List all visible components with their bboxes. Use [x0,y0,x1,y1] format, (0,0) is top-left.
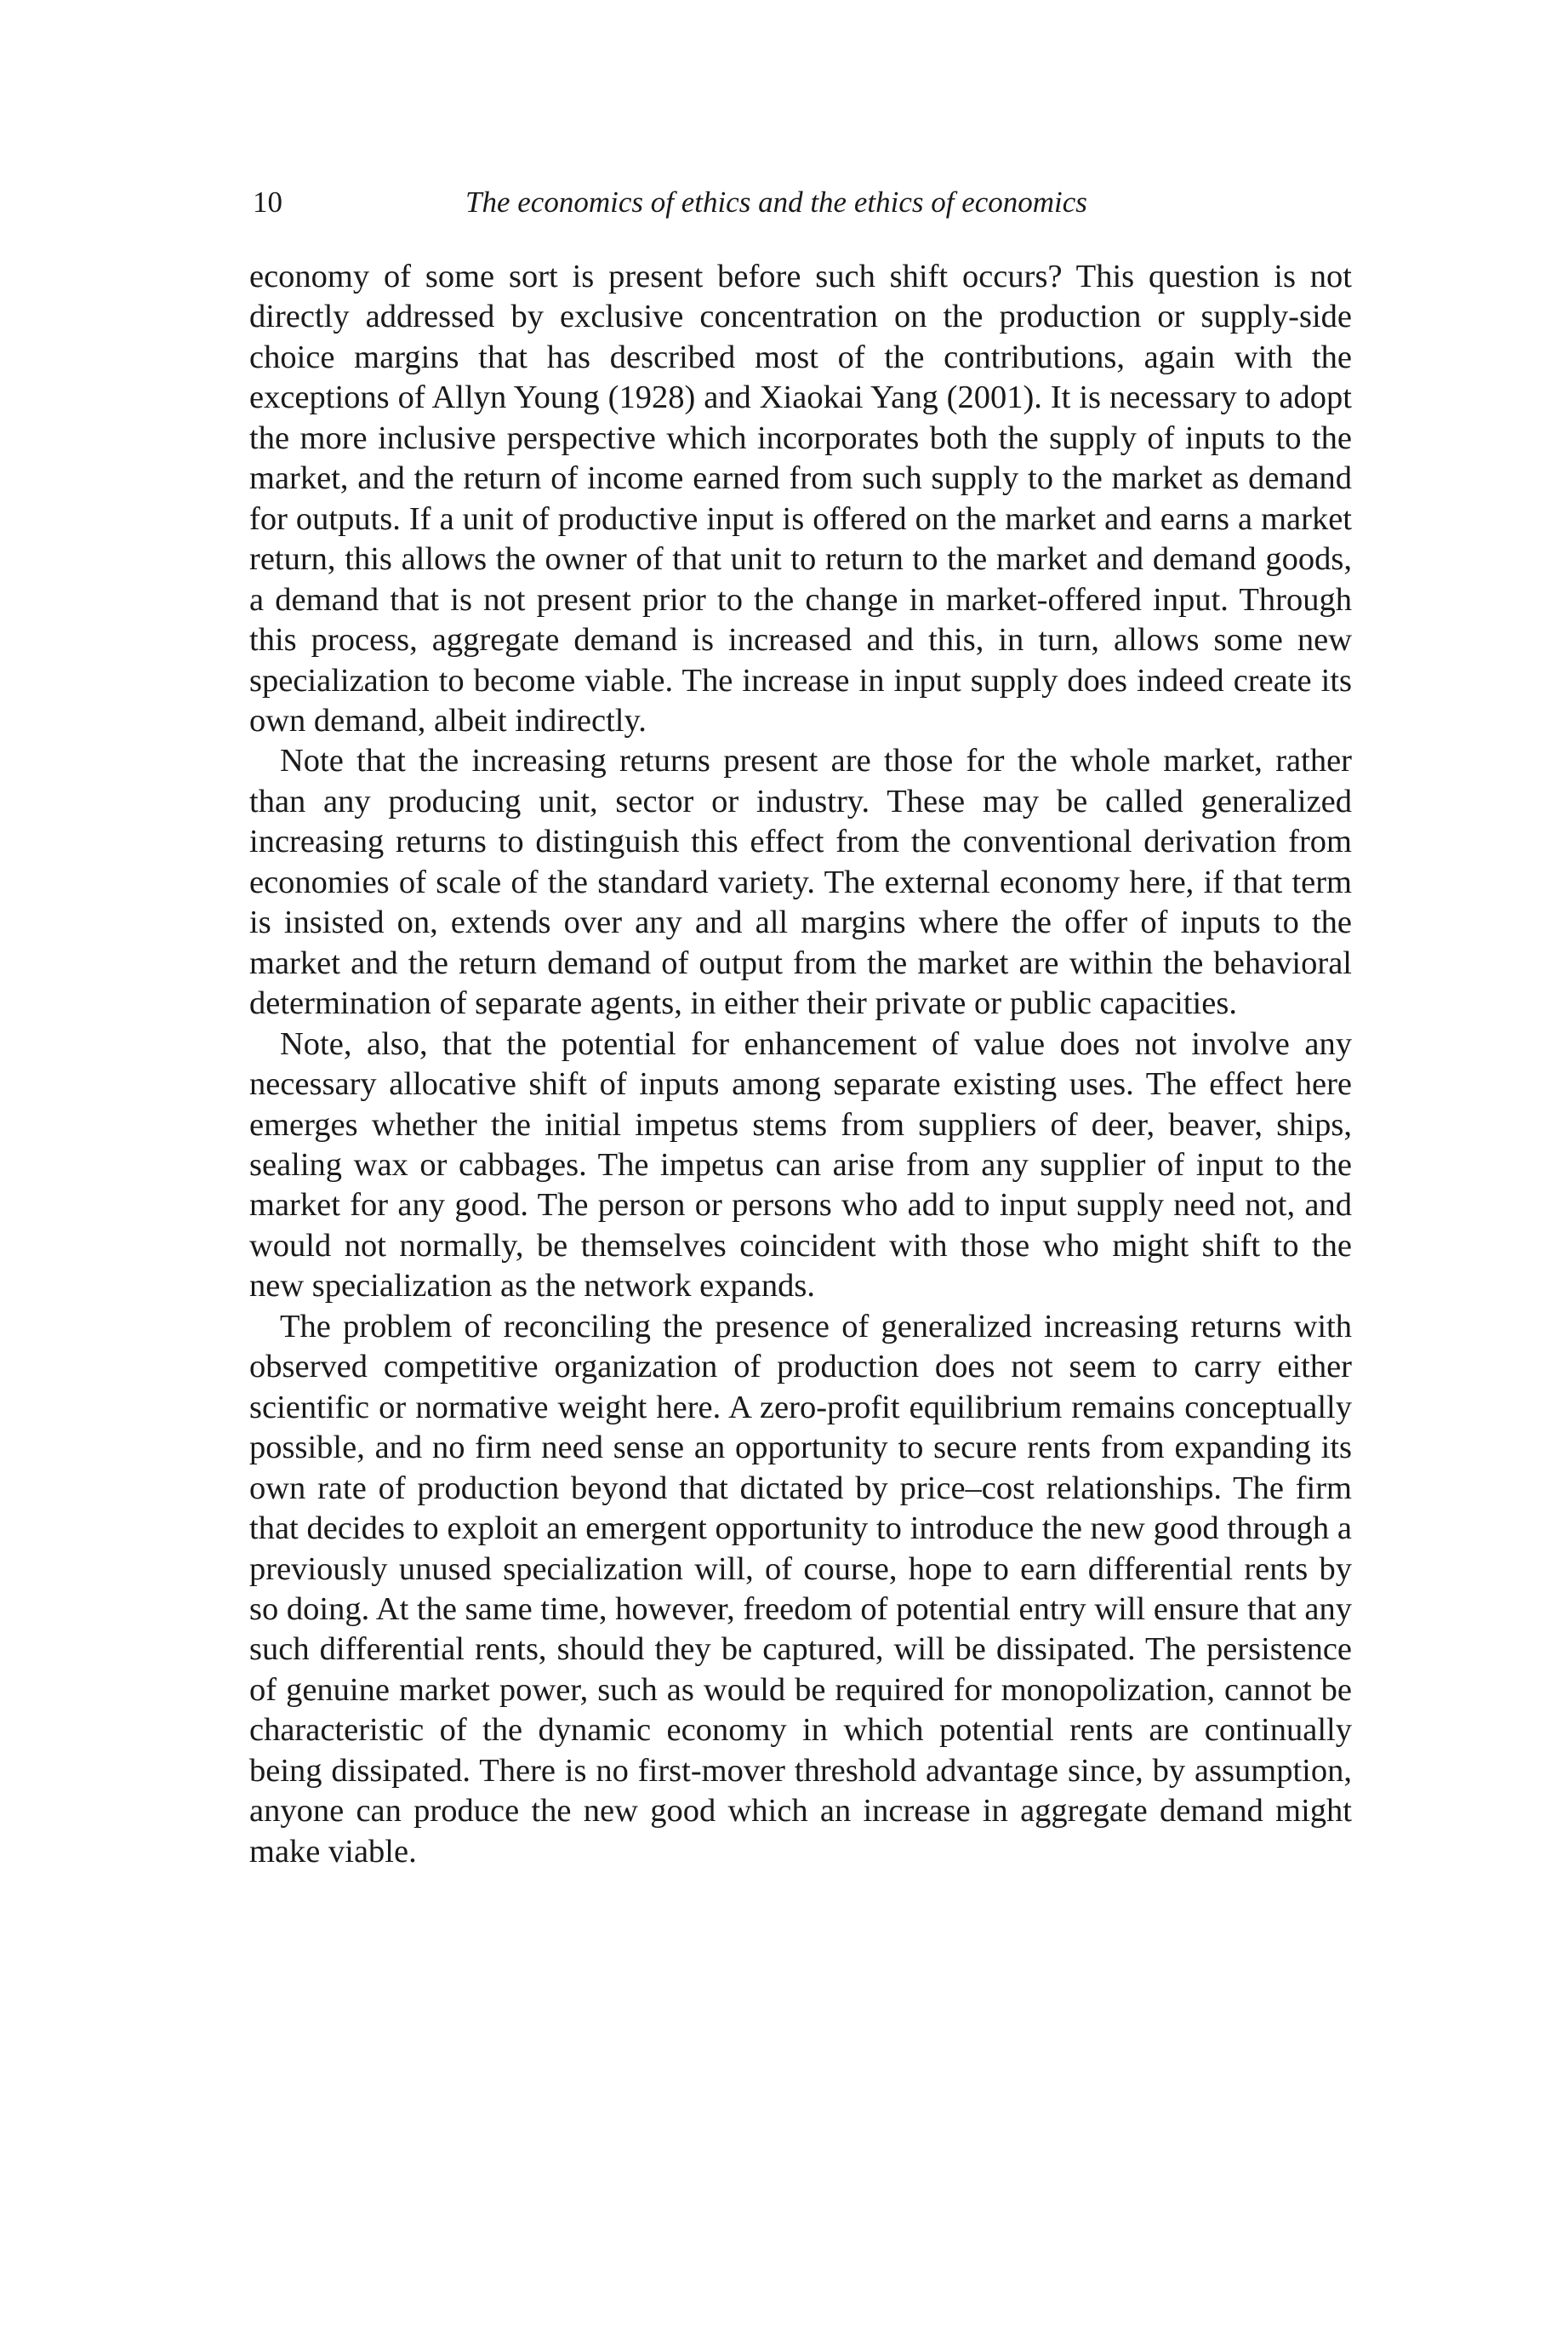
paragraph-increasing-returns: Note that the increasing returns present are those for the whole market, rather than any producing unit, sector or industry. These may be called generalized increasing returns to distinguish this effect from the conventional derivation from economies of scale of the standard variety. The external economy here, if that term is insisted on, extends over any and all margins where the offer of inputs to the market and the return demand of output from the market are within the behavioral determination of separate agents, in either their private or public capacities. [249,743,1352,1022]
paragraph-continuation: economy of some sort is present before such shift occurs? This question is not directly addressed by exclusive concentration on the production or supply-side choice margins that has described most of the contributions, again with the exceptions of Allyn Young (1928) and Xiaokai Yang (2001). It is necessary to adopt the more inclusive perspective which incorporates both the supply of inputs to the market, and the return of income earned from such supply to the market as demand for outputs. If a unit of productive input is offered on the market and earns a market return, this allows the owner of that unit to return to the market and demand goods, a demand that is not present prior to the change in market-offered input. Through this process, aggregate demand is increased and this, in turn, allows some new specialization to become viable. The increase in input supply does indeed create its own demand, albeit indirectly. [249,259,1352,739]
page-number: 10 [253,186,282,219]
body-text [249,257,1352,1872]
paragraph-value-enhancement: Note, also, that the potential for enhancement of value does not involve any necessary allocative shift of inputs among separate existing uses. The effect here emerges whether the initial impetus stems from suppliers of deer, beaver, ships, sealing wax or cabbages. The impetus can arise from any supplier of input to the market for any good. The person or persons who add to input supply need not, and would not normally, be themselves coincident with those who might shift to the new specialization as the network expands. [249,1025,1352,1304]
running-title: The economics of ethics and the ethics of economics [465,186,1087,219]
paragraph-competitive-organization: The problem of reconciling the presence of generalized increasing returns with observed competitive organization of production does not seem to carry either scientific or normative weight here. A zero-profit equilibrium remains conceptually possible, and no firm need sense an opportunity to secure rents from expanding its own rate of production beyond that dictated by price–cost relationships. The firm that decides to exploit an emergent opportunity to introduce the new good through a previously unused specialization will, of course, hope to earn differential rents by so doing. At the same time, however, freedom of potential entry will ensure that any such differential rents, should they be captured, will be dissipated. The persistence of genuine market power, such as would be required for monopolization, cannot be characteristic of the dynamic economy in which potential rents are continually being dissipated. There is no first-mover threshold advantage since, by assumption, anyone can produce the new good which an increase in aggregate demand might make viable. [249,1308,1352,1870]
running-head [253,180,1352,225]
